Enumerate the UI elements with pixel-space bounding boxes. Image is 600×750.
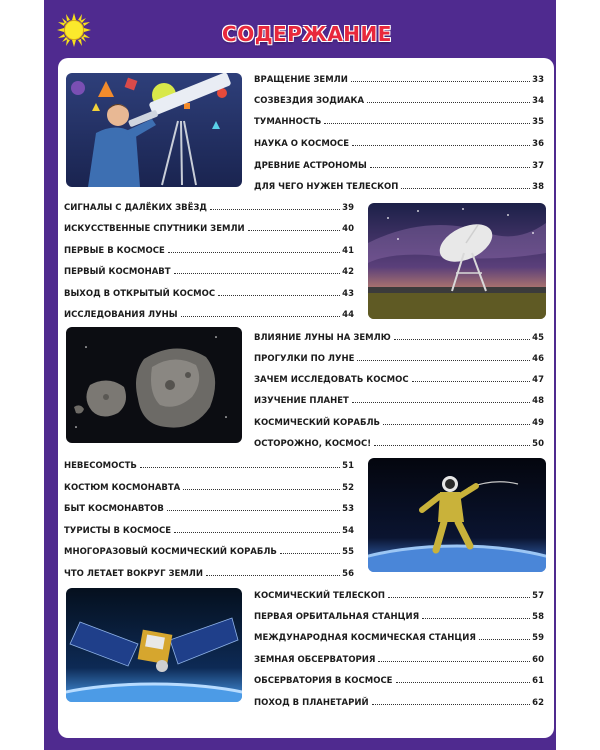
toc-entry[interactable] [64, 541, 354, 557]
toc-entry-page: 45 [532, 333, 544, 343]
toc-entry-title: ЧТО ЛЕТАЕТ ВОКРУГ ЗЕМЛИ [64, 569, 203, 579]
toc-entry-page: 46 [532, 354, 544, 364]
radio-telescope-photo [368, 203, 546, 319]
toc-entry-title: КОСТЮМ КОСМОНАВТА [64, 483, 181, 493]
toc-entry[interactable] [64, 563, 354, 579]
toc-entry[interactable] [64, 218, 354, 234]
toc-entry[interactable] [64, 498, 354, 514]
toc-entry[interactable] [64, 240, 354, 256]
toc-entry-title: КОСМИЧЕСКИЙ ТЕЛЕСКОП [254, 591, 386, 601]
toc-entry[interactable] [254, 176, 544, 192]
asteroids-photo [66, 327, 242, 443]
toc-leader-dots [388, 596, 530, 598]
toc-leader-dots [140, 466, 340, 468]
toc-leader-dots [174, 272, 341, 274]
toc-entry[interactable] [254, 369, 544, 385]
toc-entry[interactable] [64, 283, 354, 299]
toc-leader-dots [168, 251, 340, 253]
toc-entry-page: 42 [342, 267, 354, 277]
toc-entry-title: ТУРИСТЫ В КОСМОСЕ [64, 526, 172, 536]
toc-entry-title: ИССЛЕДОВАНИЯ ЛУНЫ [64, 310, 178, 320]
toc-entry-title: ПОХОД В ПЛАНЕТАРИЙ [254, 698, 369, 708]
toc-entry-page: 41 [342, 246, 354, 256]
toc-entry-title: НЕВЕСОМОСТЬ [64, 461, 137, 471]
toc-entry-page: 34 [532, 96, 544, 106]
toc-entry-page: 36 [532, 139, 544, 149]
toc-leader-dots [422, 617, 530, 619]
toc-entry[interactable] [254, 692, 544, 708]
toc-entry-page: 43 [342, 289, 354, 299]
toc-entry[interactable] [254, 670, 544, 686]
toc-entry-title: ЗАЧЕМ ИССЛЕДОВАТЬ КОСМОС [254, 375, 409, 385]
toc-entry-title: ПЕРВЫЕ В КОСМОСЕ [64, 246, 165, 256]
toc-entry-page: 44 [342, 310, 354, 320]
toc-entry[interactable] [254, 111, 544, 127]
toc-leader-dots [383, 423, 530, 425]
toc-entry[interactable] [64, 477, 354, 493]
toc-entry-title: ОБСЕРВАТОРИЯ В КОСМОСЕ [254, 676, 393, 686]
toc-leader-dots [218, 294, 340, 296]
toc-entry-page: 59 [532, 633, 544, 643]
toc-entry[interactable] [64, 520, 354, 536]
toc-entry-page: 40 [342, 224, 354, 234]
toc-leader-dots [174, 531, 340, 533]
toc-leader-dots [167, 509, 340, 511]
toc-entry[interactable] [254, 433, 544, 449]
sun-icon [56, 12, 92, 48]
toc-entry-title: ЗЕМНАЯ ОБСЕРВАТОРИЯ [254, 655, 376, 665]
toc-entry-title: НАУКА О КОСМОСЕ [254, 139, 350, 149]
toc-entry[interactable] [254, 327, 544, 343]
toc-leader-dots [351, 80, 530, 82]
toc-entry-title: ВЫХОД В ОТКРЫТЫЙ КОСМОС [64, 289, 216, 299]
toc-entry-title: ИЗУЧЕНИЕ ПЛАНЕТ [254, 396, 349, 406]
toc-entry-title: ВЛИЯНИЕ ЛУНЫ НА ЗЕМЛЮ [254, 333, 391, 343]
toc-entry[interactable] [254, 606, 544, 622]
toc-entry-title: БЫТ КОСМОНАВТОВ [64, 504, 164, 514]
toc-leader-dots [378, 660, 530, 662]
toc-entry-title: МНОГОРАЗОВЫЙ КОСМИЧЕСКИЙ КОРАБЛЬ [64, 547, 277, 557]
toc-entry[interactable] [64, 455, 354, 471]
toc-entry-page: 62 [532, 698, 544, 708]
toc-entry[interactable] [64, 304, 354, 320]
toc-entry-title: ПРОГУЛКИ ПО ЛУНЕ [254, 354, 355, 364]
toc-entry-page: 37 [532, 161, 544, 171]
toc-leader-dots [370, 166, 530, 168]
toc-leader-dots [210, 208, 340, 210]
toc-entry[interactable] [254, 90, 544, 106]
toc-entry-page: 51 [342, 461, 354, 471]
toc-leader-dots [394, 338, 530, 340]
toc-entry-page: 48 [532, 396, 544, 406]
toc-leader-dots [324, 122, 530, 124]
toc-entry-title: СОЗВЕЗДИЯ ЗОДИАКА [254, 96, 365, 106]
toc-entry[interactable] [254, 133, 544, 149]
toc-leader-dots [412, 380, 531, 382]
toc-entry-page: 54 [342, 526, 354, 536]
toc-leader-dots [401, 187, 530, 189]
toc-entry-page: 53 [342, 504, 354, 514]
toc-entry[interactable] [254, 649, 544, 665]
toc-entry[interactable] [254, 348, 544, 364]
toc-entry-page: 49 [532, 418, 544, 428]
toc-entry-page: 38 [532, 182, 544, 192]
toc-entry-page: 60 [532, 655, 544, 665]
toc-entry-page: 33 [532, 75, 544, 85]
toc-entry-title: ИСКУССТВЕННЫЕ СПУТНИКИ ЗЕМЛИ [64, 224, 245, 234]
toc-leader-dots [357, 359, 530, 361]
toc-entry-title: ВРАЩЕНИЕ ЗЕМЛИ [254, 75, 348, 85]
toc-leader-dots [367, 101, 530, 103]
toc-entry-page: 55 [342, 547, 354, 557]
toc-entry-title: ПЕРВАЯ ОРБИТАЛЬНАЯ СТАНЦИЯ [254, 612, 420, 622]
toc-entry-page: 35 [532, 117, 544, 127]
toc-entry[interactable] [254, 390, 544, 406]
toc-entry[interactable] [64, 261, 354, 277]
toc-leader-dots [479, 638, 530, 640]
toc-entry[interactable] [254, 155, 544, 171]
boy-telescope-photo [66, 73, 242, 187]
toc-leader-dots [352, 401, 530, 403]
toc-entry-title: МЕЖДУНАРОДНАЯ КОСМИЧЕСКАЯ СТАНЦИЯ [254, 633, 476, 643]
toc-leader-dots [248, 229, 341, 231]
toc-entry[interactable] [64, 197, 354, 213]
satellite-photo [66, 588, 242, 702]
page-title: СОДЕРЖАНИЕ [222, 22, 392, 46]
toc-entry-page: 56 [342, 569, 354, 579]
toc-entry[interactable] [254, 69, 544, 85]
toc-entry-title: СИГНАЛЫ С ДАЛЁКИХ ЗВЁЗД [64, 203, 208, 213]
toc-entry-page: 57 [532, 591, 544, 601]
toc-entry-title: ДЛЯ ЧЕГО НУЖЕН ТЕЛЕСКОП [254, 182, 399, 192]
toc-entry-page: 50 [532, 439, 544, 449]
toc-entry-page: 47 [532, 375, 544, 385]
toc-entry-page: 61 [532, 676, 544, 686]
toc-entry[interactable] [254, 412, 544, 428]
toc-entry[interactable] [254, 627, 544, 643]
toc-entry-title: ТУМАННОСТЬ [254, 117, 322, 127]
toc-leader-dots [372, 703, 531, 705]
astronaut-photo [368, 458, 546, 572]
toc-entry-page: 52 [342, 483, 354, 493]
toc-leader-dots [352, 144, 530, 146]
toc-entry[interactable] [254, 585, 544, 601]
toc-entry-page: 58 [532, 612, 544, 622]
toc-leader-dots [374, 444, 530, 446]
toc-entry-title: ДРЕВНИЕ АСТРОНОМЫ [254, 161, 367, 171]
toc-entry-title: ОСТОРОЖНО, КОСМОС! [254, 439, 372, 449]
toc-entry-page: 39 [342, 203, 354, 213]
toc-leader-dots [280, 552, 340, 554]
toc-leader-dots [181, 315, 341, 317]
toc-leader-dots [206, 574, 340, 576]
toc-leader-dots [183, 488, 340, 490]
toc-leader-dots [396, 681, 531, 683]
toc-entry-title: КОСМИЧЕСКИЙ КОРАБЛЬ [254, 418, 381, 428]
toc-entry-title: ПЕРВЫЙ КОСМОНАВТ [64, 267, 171, 277]
